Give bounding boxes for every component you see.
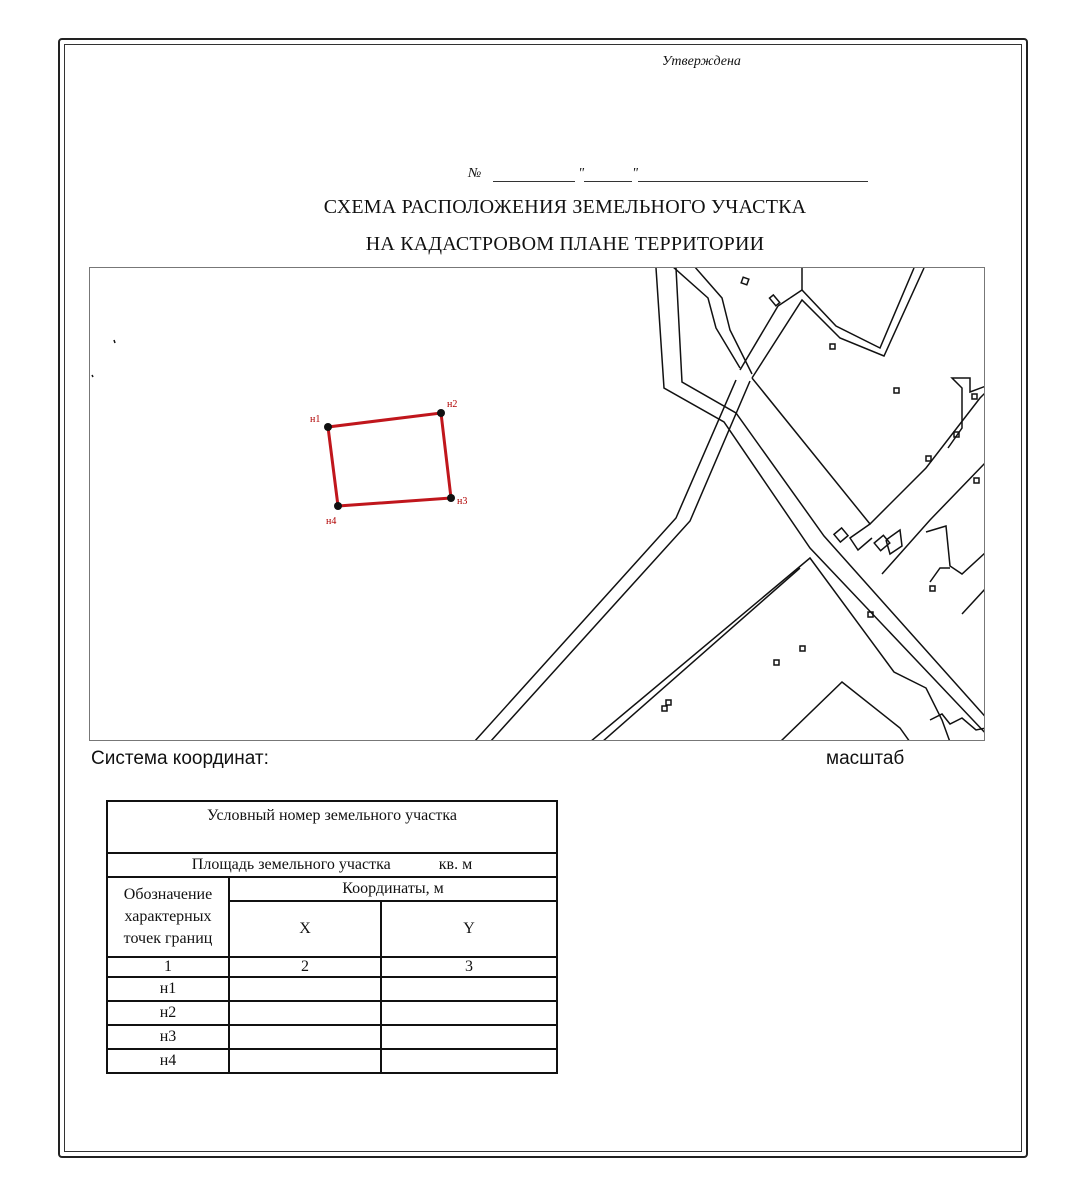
row-x [229, 1049, 381, 1073]
row-point: н2 [107, 1001, 229, 1025]
title-line-2: НА КАДАСТРОВОМ ПЛАНЕ ТЕРРИТОРИИ [365, 233, 765, 255]
row-point: н4 [107, 1049, 229, 1073]
table-row [107, 1025, 557, 1049]
quote-open: " [578, 166, 585, 181]
col-number-3: 3 [381, 957, 557, 977]
row-y [381, 977, 557, 1001]
row-point: н3 [107, 1025, 229, 1049]
table-row [107, 977, 557, 1001]
cadastral-map [89, 267, 985, 741]
date-blank [638, 167, 868, 182]
designation-header: Обозначение характерных точек границ [107, 877, 229, 957]
approval-number-line [468, 166, 868, 182]
row-y [381, 1049, 557, 1073]
approved-label: Утверждена [662, 54, 741, 69]
title-line-1: СХЕМА РАСПОЛОЖЕНИЯ ЗЕМЕЛЬНОГО УЧАСТКА [323, 196, 807, 218]
point-label-n3: н3 [457, 496, 468, 507]
row-point: н1 [107, 977, 229, 1001]
row-y [381, 1001, 557, 1025]
coordinates-header: Координаты, м [229, 877, 557, 901]
point-marker-n4 [334, 502, 342, 510]
table-row [107, 1001, 557, 1025]
coordinate-system-label: Система координат: [91, 748, 269, 769]
row-x [229, 1001, 381, 1025]
scale-label: масштаб [826, 748, 905, 769]
table-row [107, 1049, 557, 1073]
area-cell [107, 853, 557, 877]
y-header: Y [381, 901, 557, 957]
row-x [229, 1025, 381, 1049]
row-x [229, 977, 381, 1001]
quote-close: " [632, 166, 638, 181]
area-unit: кв. м [438, 856, 473, 873]
point-label-n4: н4 [326, 516, 337, 527]
land-parcel-boundary [328, 413, 451, 506]
cadastral-lines [92, 268, 985, 741]
col-number-2: 2 [229, 957, 381, 977]
x-header: X [229, 901, 381, 957]
point-marker-n3 [447, 494, 455, 502]
cadastral-map-drawing [90, 268, 985, 741]
point-marker-n2 [437, 409, 445, 417]
row-y [381, 1025, 557, 1049]
day-blank [584, 167, 632, 182]
number-blank [493, 167, 575, 182]
conditional-number-cell [107, 801, 557, 853]
point-label-n2: н2 [447, 399, 458, 410]
area-label: Площадь земельного участка [191, 856, 391, 873]
coordinates-table [106, 800, 558, 1074]
number-sign: № [468, 166, 482, 181]
point-marker-n1 [324, 423, 332, 431]
col-number-1: 1 [107, 957, 229, 977]
point-label-n1: н1 [310, 414, 321, 425]
conditional-number-label: Условный номер земельного участка [207, 807, 457, 824]
